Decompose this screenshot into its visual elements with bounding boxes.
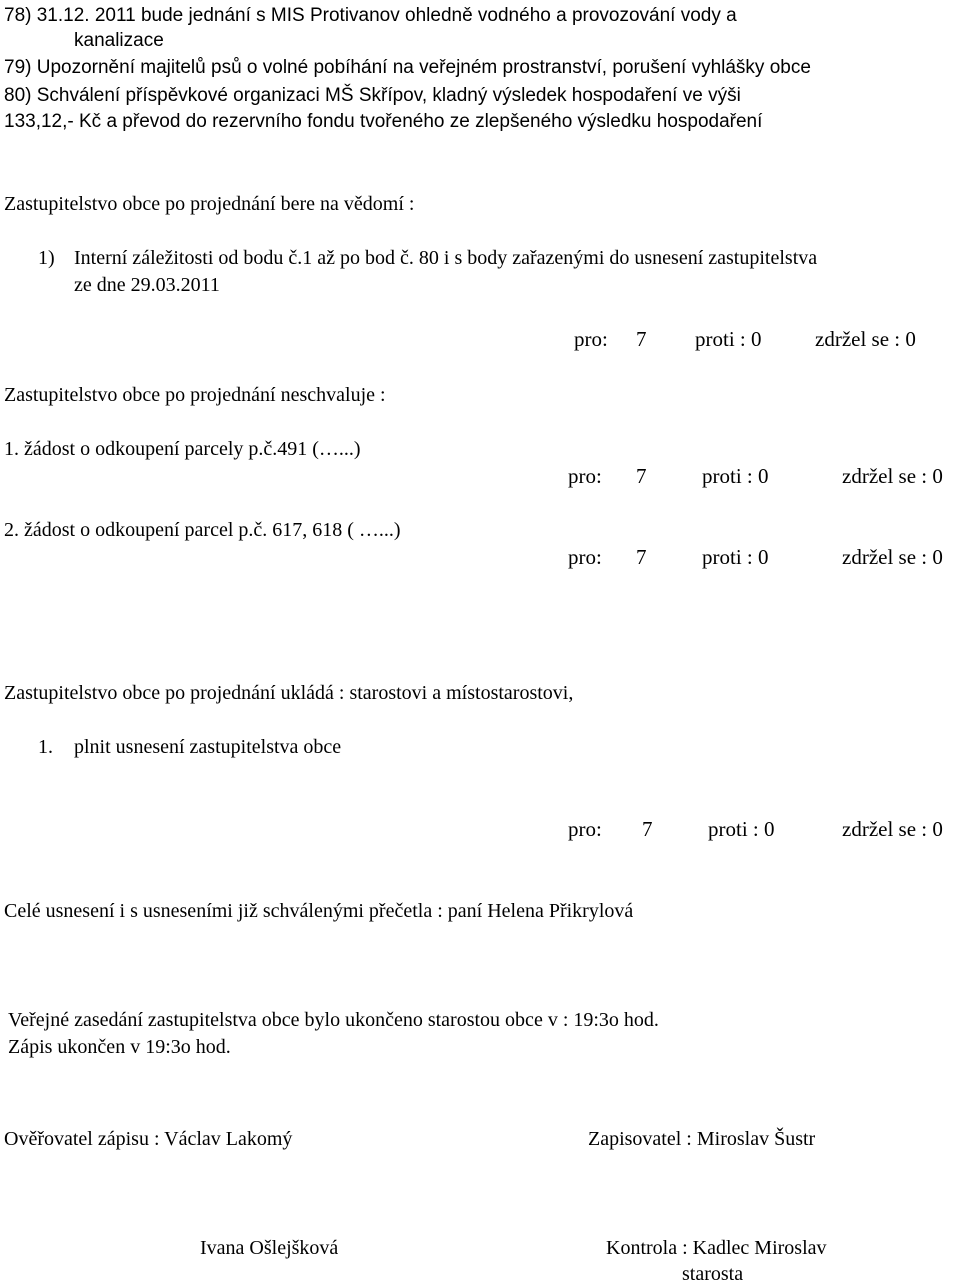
control-signature: Kontrola : Kadlec Miroslav <box>606 1237 827 1259</box>
item-78-continuation: kanalizace <box>74 30 164 51</box>
vote-proti: proti : 0 <box>702 545 769 569</box>
vote-zdrzel: zdržel se : 0 <box>842 464 943 488</box>
notes-heading: Zastupitelstvo obce po projednání bere na vědomí : <box>4 193 415 215</box>
item-79: 79) Upozornění majitelů psů o volné pobíhání na veřejném prostranství, porušení vyhlášky obce <box>4 57 811 78</box>
reject-item-2: 2. žádost o odkoupení parcel p.č. 617, 618 ( …...) <box>4 519 401 541</box>
closing-line-1: Veřejné zasedání zastupitelstva obce bylo ukončeno starostou obce v : 19:3o hod. <box>8 1009 659 1031</box>
vote-pro-count: 7 <box>642 817 653 841</box>
vote-zdrzel: zdržel se : 0 <box>842 817 943 841</box>
verifier-signature: Ověřovatel zápisu : Václav Lakomý <box>4 1128 293 1150</box>
task-item-text: plnit usnesení zastupitelstva obce <box>74 736 342 758</box>
verifier2-signature: Ivana Ošlejšková <box>200 1237 339 1259</box>
vote-pro-label: pro: <box>568 545 602 569</box>
vote-result-reject-2 <box>0 545 960 571</box>
closing-line-2: Zápis ukončen v 19:3o hod. <box>8 1036 231 1058</box>
vote-pro-count: 7 <box>636 545 647 569</box>
task-item-number: 1. <box>38 736 53 758</box>
vote-proti: proti : 0 <box>708 817 775 841</box>
item-80-continuation: 133,12,- Kč a převod do rezervního fondu tvořeného ze zlepšeného výsledku hospodaření <box>4 111 763 132</box>
task-heading: Zastupitelstvo obce po projednání ukládá : starostovi a místostarostovi, <box>4 682 574 704</box>
read-by-statement: Celé usnesení i s usneseními již schválenými přečetla : paní Helena Přikrylová <box>4 900 634 922</box>
vote-pro-count: 7 <box>636 464 647 488</box>
vote-pro-label: pro: <box>568 817 602 841</box>
notes-item-continuation: ze dne 29.03.2011 <box>74 274 220 296</box>
item-80: 80) Schválení příspěvkové organizaci MŠ Skřípov, kladný výsledek hospodaření ve výši <box>4 85 741 106</box>
vote-zdrzel: zdržel se : 0 <box>815 327 916 351</box>
vote-pro-label: pro: <box>568 464 602 488</box>
vote-proti: proti : 0 <box>702 464 769 488</box>
vote-result-notes <box>0 327 960 353</box>
notes-item-text: Interní záležitosti od bodu č.1 až po bod č. 80 i s body zařazenými do usnesení zastupitelstva <box>74 247 818 269</box>
vote-result-task <box>0 817 960 843</box>
vote-pro-label: pro: <box>574 327 608 351</box>
recorder-signature: Zapisovatel : Miroslav Šustr <box>588 1128 816 1150</box>
control-role: starosta <box>682 1263 744 1285</box>
vote-proti: proti : 0 <box>695 327 762 351</box>
notes-item-number: 1) <box>38 247 55 269</box>
item-78: 78) 31.12. 2011 bude jednání s MIS Protivanov ohledně vodného a provozování vody a <box>4 5 737 26</box>
vote-result-reject-1 <box>0 464 960 490</box>
reject-heading: Zastupitelstvo obce po projednání neschvaluje : <box>4 384 386 406</box>
vote-zdrzel: zdržel se : 0 <box>842 545 943 569</box>
vote-pro-count: 7 <box>636 327 647 351</box>
reject-item-1: 1. žádost o odkoupení parcely p.č.491 (…...) <box>4 438 361 460</box>
